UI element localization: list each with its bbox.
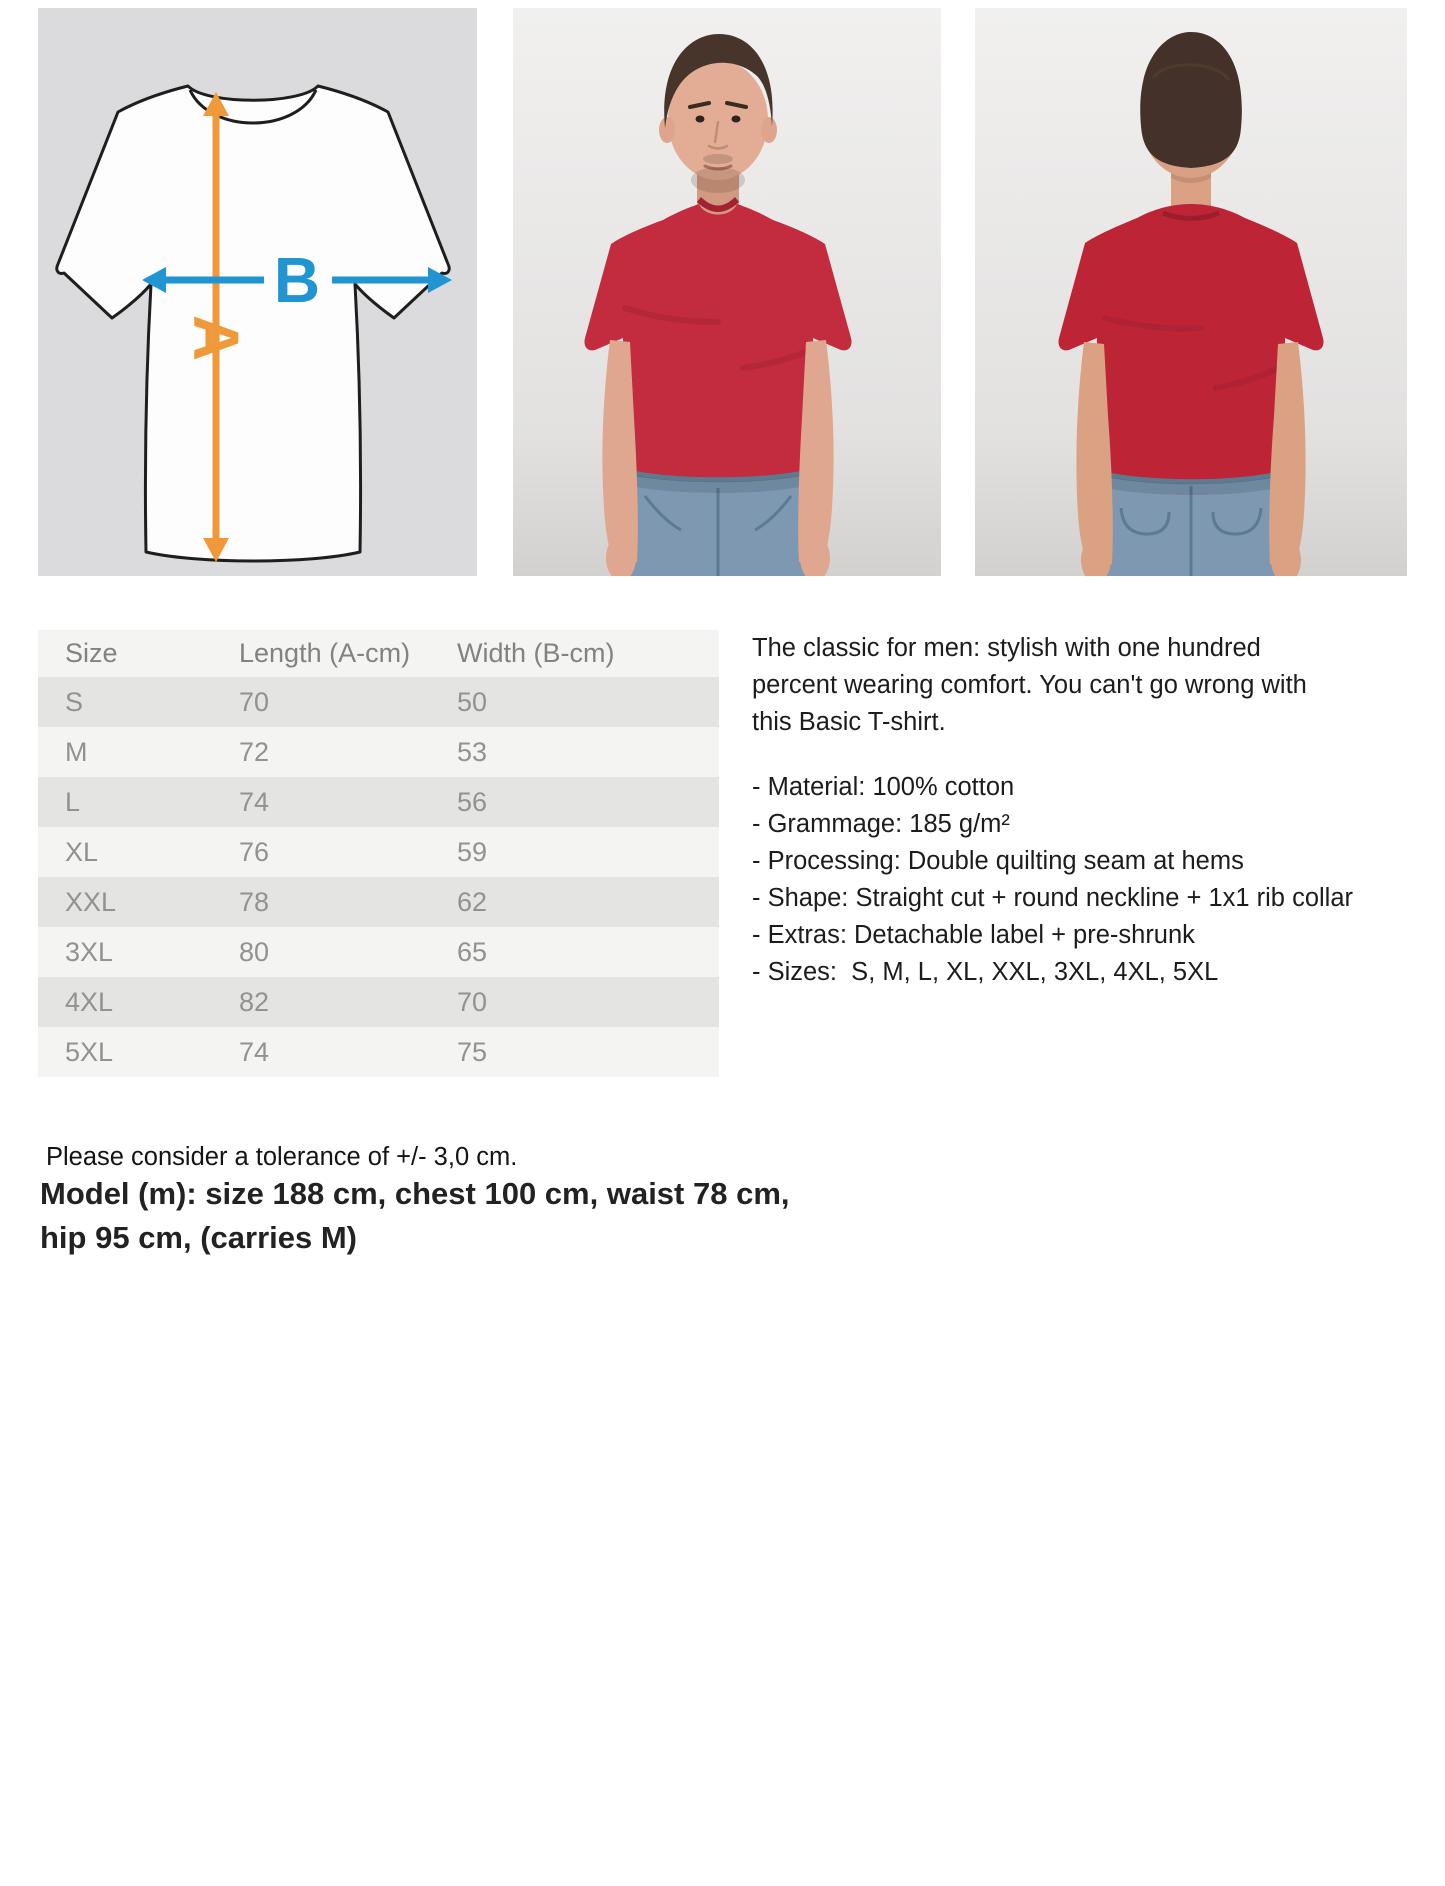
- table-cell: 74: [239, 777, 457, 827]
- table-cell: 82: [239, 977, 457, 1027]
- description-bullet: - Grammage: 185 g/m²: [752, 810, 1010, 838]
- table-cell: 75: [457, 1027, 719, 1077]
- table-row: [38, 777, 719, 827]
- table-cell: XL: [38, 827, 239, 877]
- description-bullet: - Processing: Double quilting seam at hems: [752, 847, 1244, 875]
- size-table-body: [38, 677, 719, 1077]
- model-measurements-note: Model (m): size 188 cm, chest 100 cm, waist 78 cm, hip 95 cm, (carries M): [40, 1176, 790, 1255]
- table-cell: 78: [239, 877, 457, 927]
- model-back-illustration: [975, 8, 1407, 576]
- table-cell: 65: [457, 927, 719, 977]
- tshirt-outline-illustration: [38, 8, 477, 576]
- table-row: [38, 1027, 719, 1077]
- model-front-photo: [513, 8, 941, 576]
- description-bullet: - Sizes: S, M, L, XL, XXL, 3XL, 4XL, 5XL: [752, 958, 1219, 986]
- table-cell: 62: [457, 877, 719, 927]
- table-cell: S: [38, 677, 239, 727]
- label-b: B: [273, 244, 321, 316]
- table-row: [38, 827, 719, 877]
- tshirt-measurement-diagram: [38, 8, 477, 576]
- tolerance-note: Please consider a tolerance of +/- 3,0 cm.: [46, 1143, 518, 1171]
- table-cell: 53: [457, 727, 719, 777]
- table-cell: 70: [457, 977, 719, 1027]
- model-back-photo: [975, 8, 1407, 576]
- table-cell: 70: [239, 677, 457, 727]
- table-cell: 59: [457, 827, 719, 877]
- table-row: [38, 877, 719, 927]
- description-bullet-list: [752, 769, 1417, 991]
- description-bullet: - Extras: Detachable label + pre-shrunk: [752, 921, 1195, 949]
- label-a: A: [180, 314, 252, 362]
- table-cell: 3XL: [38, 927, 239, 977]
- table-cell: 50: [457, 677, 719, 727]
- table-cell: XXL: [38, 877, 239, 927]
- size-table-header-row: [38, 630, 719, 677]
- column-header: Width (B-cm): [457, 630, 719, 677]
- table-cell: 4XL: [38, 977, 239, 1027]
- table-cell: 76: [239, 827, 457, 877]
- table-cell: 72: [239, 727, 457, 777]
- table-cell: 56: [457, 777, 719, 827]
- size-table: [38, 630, 719, 1077]
- column-header: Size: [38, 630, 239, 677]
- table-cell: 80: [239, 927, 457, 977]
- table-row: [38, 977, 719, 1027]
- table-cell: M: [38, 727, 239, 777]
- description-intro: The classic for men: stylish with one hundred percent wearing comfort. You can't go wrong with this Basic T-shirt.: [752, 634, 1307, 736]
- table-row: [38, 927, 719, 977]
- model-front-illustration: [513, 8, 941, 576]
- product-description: [752, 630, 1417, 991]
- tshirt-outline: [57, 86, 449, 561]
- description-bullet: - Shape: Straight cut + round neckline + 1x1 rib collar: [752, 884, 1354, 912]
- table-cell: 5XL: [38, 1027, 239, 1077]
- table-row: [38, 677, 719, 727]
- description-bullet: - Material: 100% cotton: [752, 773, 1015, 801]
- table-cell: 74: [239, 1027, 457, 1077]
- table-row: [38, 727, 719, 777]
- table-cell: L: [38, 777, 239, 827]
- column-header: Length (A-cm): [239, 630, 457, 677]
